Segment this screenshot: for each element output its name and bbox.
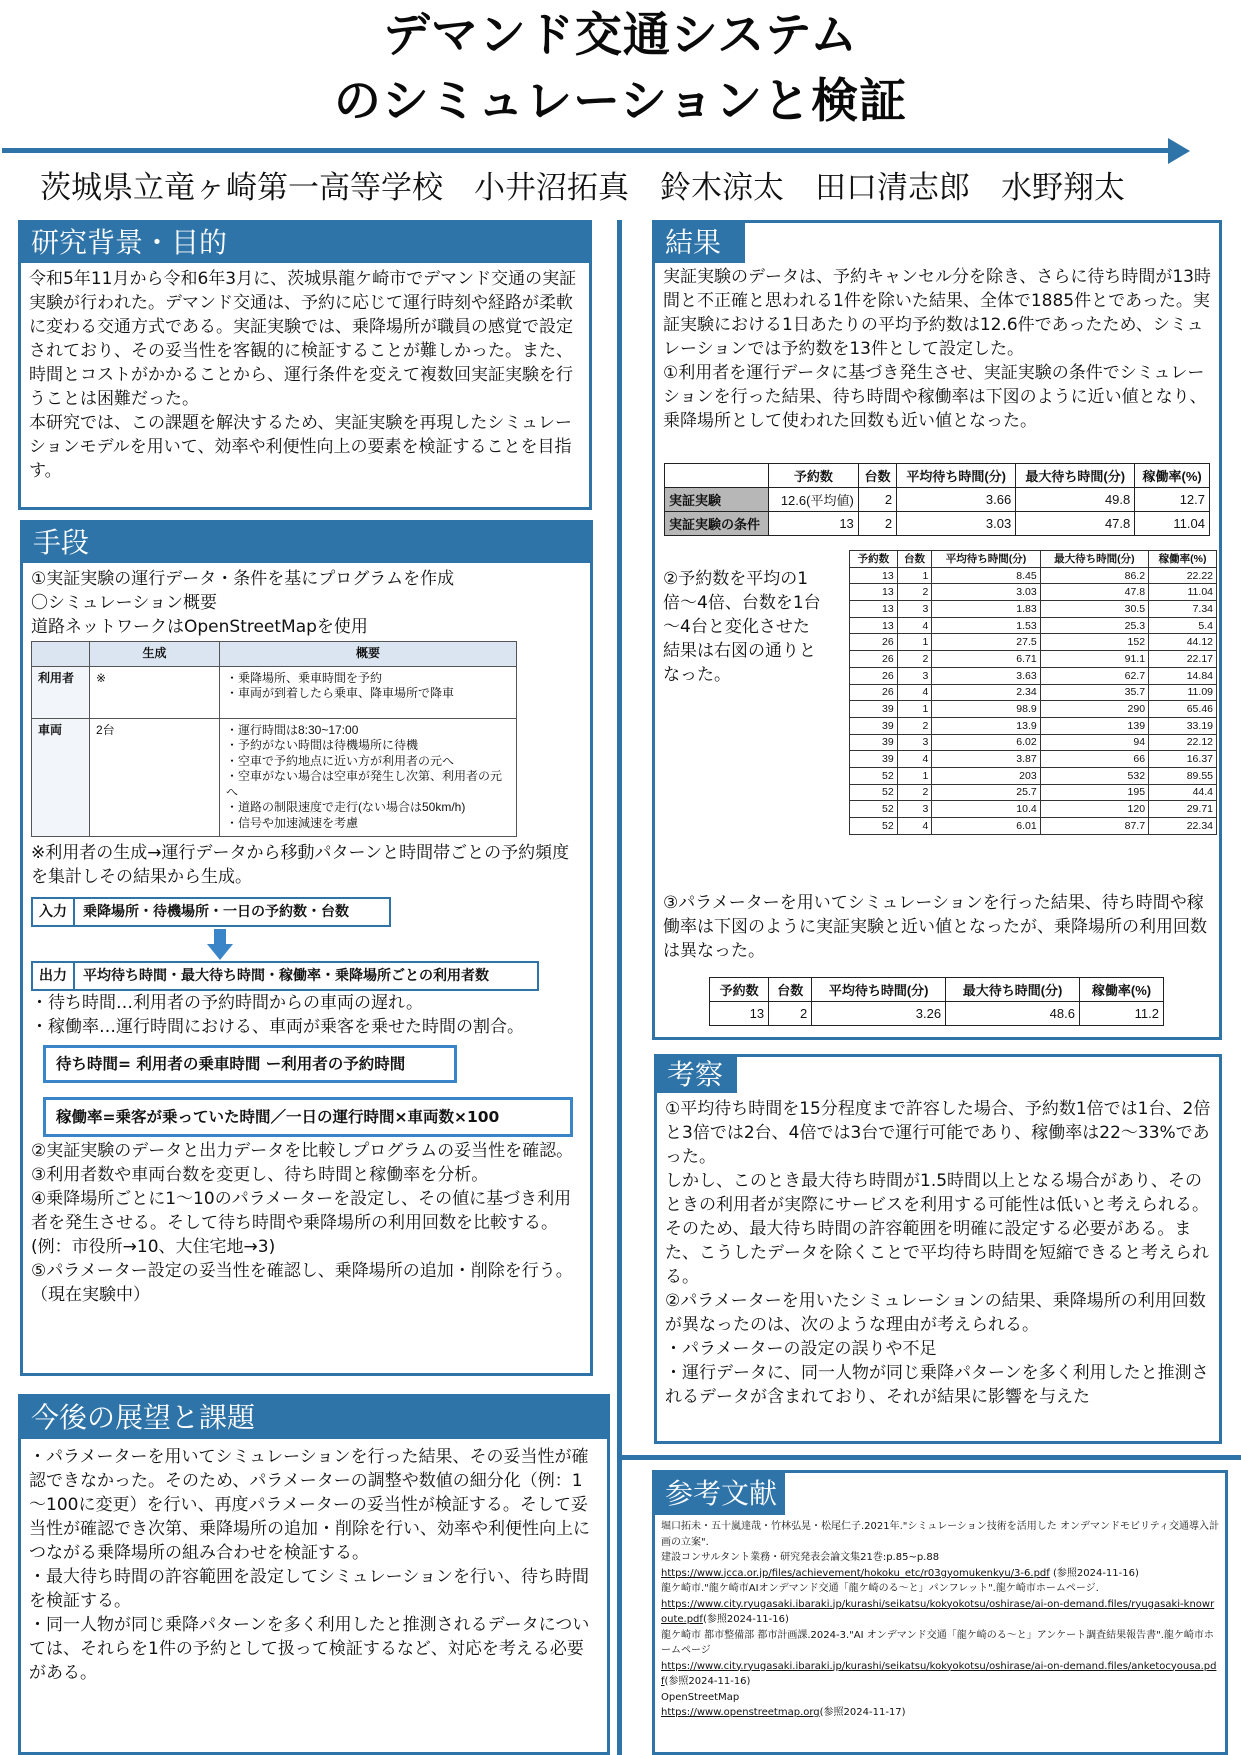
ref3-accessed: (参照2024-11-16) <box>664 1676 751 1687</box>
t2-cell-vehicles: 1 <box>897 634 932 651</box>
t2-cell-vehicles: 2 <box>897 651 932 668</box>
table-row <box>850 751 1217 768</box>
background-panel <box>18 220 592 510</box>
sim-vehicle-desc-5: ・道路の制限速度で走行(ない場合は50km/h) <box>226 800 466 814</box>
t1-r1-vehicles: 2 <box>858 488 896 512</box>
ref1-link[interactable]: https://www.jcca.or.jp/files/achievement/hokoku_etc/r03gyomukenkyu/3-6.pdf <box>661 1567 1050 1579</box>
t2-cell-vehicles: 2 <box>897 717 932 734</box>
t3-max-wait: 48.6 <box>946 1002 1080 1026</box>
t2-cell-vehicles: 4 <box>897 751 932 768</box>
results-table-2 <box>849 550 1217 835</box>
t2-cell-avg-wait: 6.02 <box>932 734 1040 751</box>
background-para1: 令和5年11月から令和6年3月に、茨城県龍ケ崎市でデマンド交通の実証実験が行われた。デマンド交通は、予約に応じて運行時刻や経路が柔軟に変わる交通方式である。実証実験では、乗降場所が職員の感覚で設定されており、その妥当性を客観的に検証することが難しかった。また、時間とコストがかかることから、運行条件を変えて複数回実証実験を行うことは困難だった。 <box>29 269 577 409</box>
t2-cell-avg-wait: 1.83 <box>932 601 1040 618</box>
t2-cell-vehicles: 3 <box>897 734 932 751</box>
t2-cell-reservations: 39 <box>850 751 898 768</box>
ref2-title: 龍ケ崎市."龍ケ崎市AIオンデマンド交通「龍ケ崎のる～と」パンフレット".龍ケ崎市ホームページ. <box>661 1583 1099 1594</box>
table-row <box>850 684 1217 701</box>
t2-cell-max-wait: 120 <box>1040 801 1148 818</box>
t2-cell-max-wait: 86.2 <box>1040 567 1148 584</box>
arrow-right-icon <box>1168 138 1190 164</box>
t2-cell-avg-wait: 98.9 <box>932 701 1040 718</box>
sim-header-gen: 生成 <box>90 642 220 667</box>
flow-input-text: 乗降場所・待機場所・一日の予約数・台数 <box>83 903 349 920</box>
t2-cell-max-wait: 30.5 <box>1040 601 1148 618</box>
t2-cell-utilization: 44.4 <box>1149 784 1217 801</box>
t2-cell-max-wait: 25.3 <box>1040 617 1148 634</box>
background-heading: 研究背景・目的 <box>21 223 589 263</box>
column-divider <box>617 220 622 1755</box>
t1-header-avg-wait: 平均待ち時間(分) <box>897 464 1016 488</box>
future-p2: ・最大待ち時間の許容範囲を設定してシミュレーションを行い、待ち時間を検証する。 <box>29 1567 589 1611</box>
results-intro: 実証実験のデータは、予約キャンセル分を除き、さらに待ち時間が13時間と不正確と思われる1件を除いた結果、全体で1885件とであった。実証実験における1日あたりの平均予約数は12.6件であったため、シミュレーションでは予約数を13件として設定した。 <box>663 267 1211 359</box>
ref4-title: OpenStreetMap <box>661 1691 740 1703</box>
table-row <box>850 567 1217 584</box>
sim-vehicle-desc-6: ・信号や加速減速を考慮 <box>226 815 359 830</box>
t3-reservations: 13 <box>710 1002 769 1026</box>
t3-avg-wait: 3.26 <box>812 1002 946 1026</box>
t2-cell-utilization: 33.19 <box>1149 717 1217 734</box>
t2-cell-reservations: 26 <box>850 667 898 684</box>
future-p1: ・パラメーターを用いてシミュレーションを行った結果、その妥当性が確認できなかった。そのため、パラメーターの調整や数値の細分化（例：1～100に変更）を行い、再度パラメーターの妥当性が検証する。そして妥当性が確認でき次第、乗降場所の追加・削除を行い、効率や利便性向上につながる乗降場所の組み合わせを検証する。 <box>29 1447 590 1563</box>
t3-vehicles: 2 <box>769 1002 812 1026</box>
t2-cell-max-wait: 62.7 <box>1040 667 1148 684</box>
t2-cell-utilization: 65.46 <box>1149 701 1217 718</box>
table-row <box>850 701 1217 718</box>
future-p3: ・同一人物が同じ乗降パターンを多く利用したと推測されるデータについては、それらを1件の予約として扱って検証するなど、対応を考える必要がある。 <box>29 1615 590 1683</box>
t2-cell-reservations: 13 <box>850 601 898 618</box>
t1-r2-max-wait: 47.8 <box>1016 512 1135 536</box>
table-row <box>850 601 1217 618</box>
t2-cell-vehicles: 1 <box>897 701 932 718</box>
method-step4: ④乗降場所ごとに1～10のパラメーターを設定し、その値に基づき利用者を発生させる。そして待ち時間や乗降場所の利用回数を比較する。(例：市役所→10、大住宅地→3) <box>31 1188 572 1257</box>
t2-cell-avg-wait: 203 <box>932 767 1040 784</box>
ref3-title: 龍ケ崎市 都市整備部 都市計画課.2024-3."AI オンデマンド交通「龍ケ崎のる～と」アンケート調査結果報告書".龍ケ崎市ホームページ <box>661 1629 1214 1656</box>
method-step3: ③利用者数や車両台数を変更し、待ち時間と稼働率を分析。 <box>31 1164 489 1185</box>
t2-cell-reservations: 52 <box>850 784 898 801</box>
t2-cell-max-wait: 91.1 <box>1040 651 1148 668</box>
results-table-3 <box>709 977 1164 1026</box>
t2-cell-avg-wait: 25.7 <box>932 784 1040 801</box>
ref3-link[interactable]: https://www.city.ryugasaki.ibaraki.jp/kurashi/seikatsu/kokyokotsu/oshirase/ai-on-demand.files/anketocyousa.pdf <box>661 1660 1217 1687</box>
t3-header-max-wait: 最大待ち時間(分) <box>946 978 1080 1002</box>
t2-cell-max-wait: 139 <box>1040 717 1148 734</box>
flow-output-box <box>31 961 539 991</box>
method-note: ※利用者の生成→運行データから移動パターンと時間帯ごとの予約頻度を集計しその結果から生成。 <box>31 842 570 887</box>
table-row <box>850 801 1217 818</box>
table-row <box>850 617 1217 634</box>
table-row <box>850 767 1217 784</box>
ref1-source: 建設コンサルタント業務・研究発表会論文集21巻:p.85~p.88 <box>661 1552 940 1563</box>
t2-cell-avg-wait: 1.53 <box>932 617 1040 634</box>
t2-cell-avg-wait: 2.34 <box>932 684 1040 701</box>
t2-cell-vehicles: 4 <box>897 818 932 835</box>
t2-cell-vehicles: 2 <box>897 584 932 601</box>
method-heading: 手段 <box>23 523 590 563</box>
t2-cell-utilization: 89.55 <box>1149 767 1217 784</box>
sim-row-user-gen: ※ <box>90 666 220 718</box>
t2-header-utilization: 稼働率(%) <box>1149 551 1217 568</box>
t2-cell-utilization: 11.09 <box>1149 684 1217 701</box>
t2-cell-avg-wait: 10.4 <box>932 801 1040 818</box>
table-row <box>710 1002 1164 1026</box>
t1-r1-max-wait: 49.8 <box>1016 488 1135 512</box>
t2-cell-utilization: 7.34 <box>1149 601 1217 618</box>
t2-cell-avg-wait: 27.5 <box>932 634 1040 651</box>
sim-user-desc-1: ・乗降場所、乗車時間を予約 <box>226 670 383 685</box>
title-underline <box>2 148 1177 153</box>
t2-cell-utilization: 22.34 <box>1149 818 1217 835</box>
ref1-accessed: (参照2024-11-16) <box>1049 1567 1139 1579</box>
t2-cell-utilization: 29.71 <box>1149 801 1217 818</box>
discussion-panel <box>654 1054 1222 1444</box>
t2-cell-utilization: 11.04 <box>1149 584 1217 601</box>
t3-header-vehicles: 台数 <box>769 978 812 1002</box>
t2-cell-vehicles: 1 <box>897 567 932 584</box>
t1-r2-utilization: 11.04 <box>1135 512 1210 536</box>
results-r2-wrap <box>655 563 833 691</box>
flow-input-label: 入力 <box>33 899 75 925</box>
t2-cell-reservations: 13 <box>850 584 898 601</box>
sim-header-desc: 概要 <box>220 642 517 667</box>
t2-cell-max-wait: 152 <box>1040 634 1148 651</box>
t2-cell-max-wait: 94 <box>1040 734 1148 751</box>
definition-wait: ・待ち時間…利用者の予約時間からの車両の遅れ。 <box>31 992 424 1013</box>
results-table-1 <box>664 463 1210 536</box>
t2-cell-utilization: 22.12 <box>1149 734 1217 751</box>
t1-header-vehicles: 台数 <box>858 464 896 488</box>
table-row <box>850 667 1217 684</box>
sim-header-blank <box>32 642 90 667</box>
t2-cell-reservations: 13 <box>850 567 898 584</box>
t2-cell-utilization: 14.84 <box>1149 667 1217 684</box>
t2-cell-reservations: 13 <box>850 617 898 634</box>
t2-cell-max-wait: 87.7 <box>1040 818 1148 835</box>
t1-r2-label: 実証実験の条件 <box>665 512 769 536</box>
results-r2: ②予約数を平均の1倍～4倍、台数を1台～4台と変化させた結果は右図の通りとなった。 <box>663 569 821 685</box>
discussion-p4: ・パラメーターの設定の誤りや不足 <box>665 1339 937 1359</box>
t2-cell-avg-wait: 3.63 <box>932 667 1040 684</box>
sim-row-user-label: 利用者 <box>32 666 90 718</box>
t2-header-vehicles: 台数 <box>897 551 932 568</box>
method-panel <box>20 520 593 1376</box>
t3-utilization: 11.2 <box>1079 1002 1163 1026</box>
results-panel <box>652 220 1222 1040</box>
t3-header-avg-wait: 平均待ち時間(分) <box>812 978 946 1002</box>
t2-cell-avg-wait: 3.87 <box>932 751 1040 768</box>
equation-wait: 待ち時間= 利用者の乗車時間 ー利用者の予約時間 <box>43 1045 457 1083</box>
equation-utilization: 稼働率=乗客が乗っていた時間／一日の運行時間×車両数×100 <box>43 1097 573 1137</box>
t2-cell-max-wait: 35.7 <box>1040 684 1148 701</box>
t2-cell-reservations: 39 <box>850 734 898 751</box>
t2-cell-avg-wait: 3.03 <box>932 584 1040 601</box>
table-row <box>665 512 1210 536</box>
t2-cell-max-wait: 66 <box>1040 751 1148 768</box>
t2-header-avg-wait: 平均待ち時間(分) <box>932 551 1040 568</box>
results-r3-wrap <box>655 887 1219 967</box>
t2-cell-max-wait: 532 <box>1040 767 1148 784</box>
sim-user-desc-2: ・車両が到着したら乗車、降車場所で降車 <box>226 686 455 700</box>
t1-r2-vehicles: 2 <box>858 512 896 536</box>
t2-cell-max-wait: 47.8 <box>1040 584 1148 601</box>
t2-cell-vehicles: 2 <box>897 784 932 801</box>
discussion-heading: 考察 <box>657 1057 737 1093</box>
t2-cell-reservations: 26 <box>850 634 898 651</box>
t1-r2-avg-wait: 3.03 <box>897 512 1016 536</box>
t2-cell-vehicles: 4 <box>897 684 932 701</box>
t2-cell-reservations: 39 <box>850 701 898 718</box>
t1-header-reservations: 予約数 <box>769 464 859 488</box>
discussion-p5: ・運行データに、同一人物が同じ乗降パターンを多く利用したと推測されるデータが含まれており、それが結果に影響を与えた <box>665 1363 1209 1407</box>
poster-title-line1: デマンド交通システム <box>382 8 859 63</box>
t2-cell-reservations: 26 <box>850 684 898 701</box>
method-step2: ②実証実験のデータと出力データを比較しプログラムの妥当性を確認。 <box>31 1140 574 1161</box>
results-r3: ③パラメーターを用いてシミュレーションを行った結果、待ち時間や稼働率は下図のように実証実験と近い値となったが、乗降場所の利用回数は異なった。 <box>663 893 1207 961</box>
t2-cell-reservations: 52 <box>850 767 898 784</box>
sim-row-vehicle-gen: 2台 <box>90 718 220 836</box>
ref2-link[interactable]: https://www.city.ryugasaki.ibaraki.jp/kurashi/seikatsu/kokyokotsu/oshirase/ai-on-demand.files/ryugasaki-knowroute.pdf <box>661 1598 1215 1625</box>
discussion-p3: ②パラメーターを用いたシミュレーションの結果、乗降場所の利用回数が異なったのは、次のような理由が考えられる。 <box>665 1291 1206 1335</box>
t1-r1-reservations: 12.6(平均値) <box>769 488 859 512</box>
t2-header-max-wait: 最大待ち時間(分) <box>1040 551 1148 568</box>
ref4-link[interactable]: https://www.openstreetmap.org <box>661 1707 820 1718</box>
ref2-accessed: (参照2024-11-16) <box>702 1614 789 1625</box>
discussion-p1: ①平均待ち時間を15分程度まで許容した場合、予約数1倍では1台、2倍と3倍では2台、4倍では3台で運行可能であり、稼働率は22～33%であった。 <box>665 1099 1211 1167</box>
t2-cell-vehicles: 4 <box>897 617 932 634</box>
t2-cell-reservations: 52 <box>850 801 898 818</box>
t2-cell-vehicles: 3 <box>897 801 932 818</box>
t1-header-utilization: 稼働率(%) <box>1135 464 1210 488</box>
table-row <box>850 584 1217 601</box>
t2-cell-reservations: 26 <box>850 651 898 668</box>
flow-output-text: 平均待ち時間・最大待ち時間・稼働率・乗降場所ごとの利用者数 <box>83 967 489 984</box>
t2-cell-utilization: 16.37 <box>1149 751 1217 768</box>
t2-cell-vehicles: 3 <box>897 667 932 684</box>
table-row <box>665 488 1210 512</box>
method-step5: ⑤パラメーター設定の妥当性を確認し、乗降場所の追加・削除を行う。（現在実験中） <box>31 1260 573 1305</box>
table-row <box>850 634 1217 651</box>
t2-cell-avg-wait: 13.9 <box>932 717 1040 734</box>
t3-header-utilization: 稼働率(%) <box>1079 978 1163 1002</box>
t2-cell-max-wait: 195 <box>1040 784 1148 801</box>
table-row <box>850 784 1217 801</box>
t1-r1-avg-wait: 3.66 <box>897 488 1016 512</box>
results-heading: 結果 <box>655 223 745 263</box>
t2-cell-utilization: 22.17 <box>1149 651 1217 668</box>
t1-r1-utilization: 12.7 <box>1135 488 1210 512</box>
references-panel <box>652 1470 1228 1755</box>
table-row <box>850 651 1217 668</box>
t2-cell-utilization: 22.22 <box>1149 567 1217 584</box>
method-line2: 〇シミュレーション概要 <box>31 593 217 613</box>
t2-cell-utilization: 5.4 <box>1149 617 1217 634</box>
t2-cell-reservations: 39 <box>850 717 898 734</box>
future-panel <box>18 1394 610 1755</box>
references-heading: 参考文献 <box>655 1473 785 1515</box>
t3-header-reservations: 予約数 <box>710 978 769 1002</box>
authors: 茨城県立竜ヶ崎第一高等学校 小井沼拓真 鈴木涼太 田口清志郎 水野翔太 <box>40 170 1125 206</box>
background-para2: 本研究では、この課題を解決するため、実証実験を再現したシミュレーションモデルを用いて、効率や利便性向上の要素を検証することを目指す。 <box>29 413 572 481</box>
t2-cell-avg-wait: 6.01 <box>932 818 1040 835</box>
references-divider <box>622 1455 1241 1460</box>
sim-row-user-desc <box>220 666 517 718</box>
flow-input-box <box>31 897 391 927</box>
method-line3: 道路ネットワークはOpenStreetMapを使用 <box>31 617 368 637</box>
sim-vehicle-desc-3: ・空車で予約地点に近い方が利用者の元へ <box>226 753 455 768</box>
sim-vehicle-desc-1: ・運行時間は8:30~17:00 <box>226 722 359 737</box>
table-row <box>850 717 1217 734</box>
t2-cell-avg-wait: 8.45 <box>932 567 1040 584</box>
flow-output-label: 出力 <box>33 963 75 989</box>
table-row <box>850 734 1217 751</box>
t1-header-max-wait: 最大待ち時間(分) <box>1016 464 1135 488</box>
t1-header-blank <box>665 464 769 488</box>
results-r1: ①利用者を運行データに基づき発生させ、実証実験の条件でシミュレーションを行った結果、待ち時間や稼働率は下図のように近い値となり、乗降場所として使われた回数も近い値となった。 <box>663 363 1207 431</box>
sim-vehicle-desc-2: ・予約がない時間は待機場所に待機 <box>226 738 419 752</box>
t2-header-reservations: 予約数 <box>850 551 898 568</box>
t2-cell-avg-wait: 6.71 <box>932 651 1040 668</box>
t2-cell-max-wait: 290 <box>1040 701 1148 718</box>
t2-cell-reservations: 52 <box>850 818 898 835</box>
definition-utilization: ・稼働率…運行時間における、車両が乗客を乗せた時間の割合。 <box>31 1016 524 1037</box>
poster-title-line2: のシミュレーションと検証 <box>333 74 908 129</box>
method-line1: ①実証実験の運行データ・条件を基にプログラムを作成 <box>31 569 455 589</box>
ref1-authors: 堀口拓未・五十嵐達哉・竹林弘晃・松尾仁子.2021年."シミュレーション技術を活用した オンデマンドモビリティ交通導入計画の立案". <box>661 1521 1219 1548</box>
ref4-accessed: (参照2024-11-17) <box>819 1707 906 1718</box>
sim-vehicle-desc-4: ・空車がない場合は空車が発生し次第、利用者の元へ <box>226 769 503 799</box>
t2-cell-utilization: 44.12 <box>1149 634 1217 651</box>
simulation-overview-table <box>31 641 517 837</box>
future-heading: 今後の展望と課題 <box>21 1397 607 1439</box>
flow-down-arrow-icon <box>207 927 233 961</box>
sim-row-vehicle-label: 車両 <box>32 718 90 836</box>
table-row <box>850 818 1217 835</box>
t2-cell-vehicles: 3 <box>897 601 932 618</box>
sim-row-vehicle-desc <box>220 718 517 836</box>
t2-cell-vehicles: 1 <box>897 767 932 784</box>
t1-r2-reservations: 13 <box>769 512 859 536</box>
discussion-p2: しかし、このとき最大待ち時間が1.5時間以上となる場合があり、そのときの利用者が実際にサービスを利用する可能性は低いと考えられる。そのため、最大待ち時間の許容範囲を明確に設定する必要がある。また、こうしたデータを除くことで平均待ち時間を短縮できると考えられる。 <box>665 1171 1209 1287</box>
t1-r1-label: 実証実験 <box>665 488 769 512</box>
